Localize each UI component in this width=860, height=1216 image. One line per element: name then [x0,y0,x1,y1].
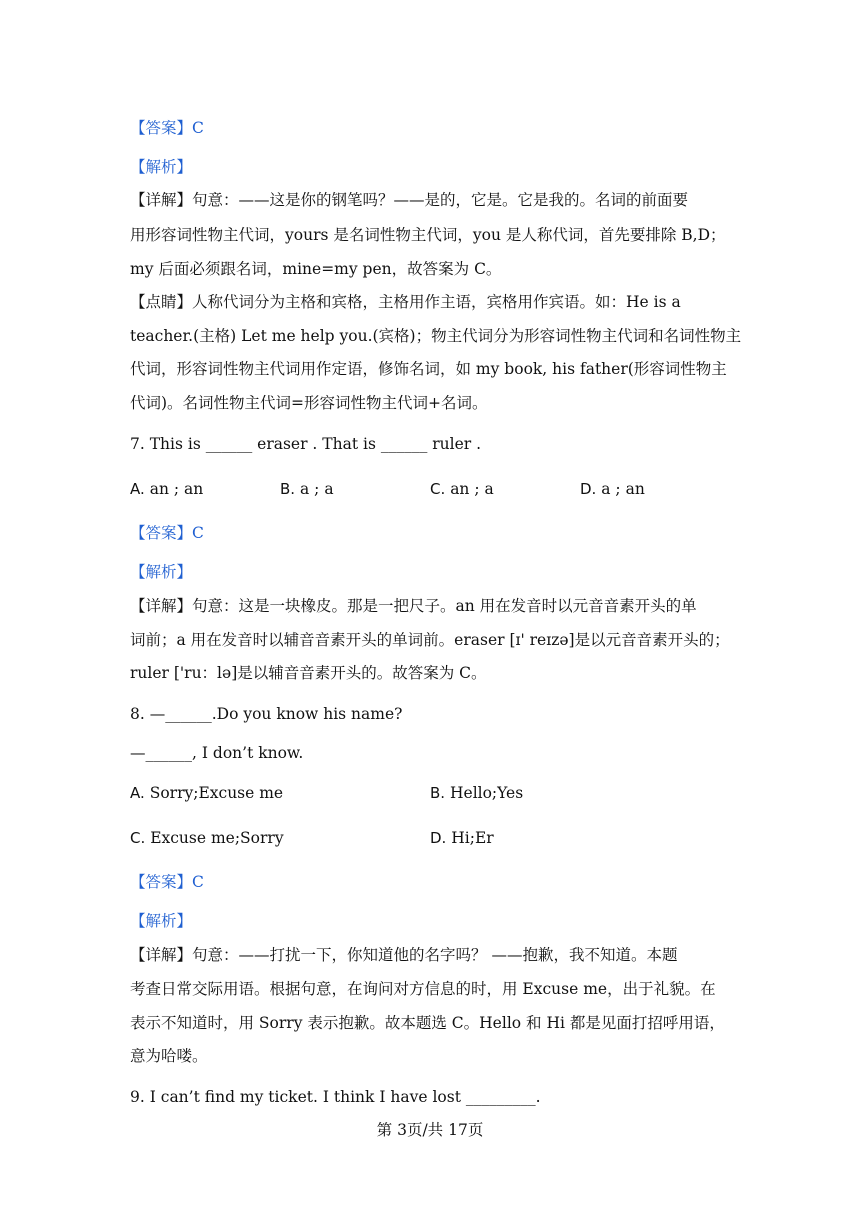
q6-tip-line: teacher.(主格) Let me help you.(宾格)；物主代词分为形容词性物主代词和名词性物主 [130,327,742,345]
q8-option-d: D. Hi;Er [430,829,494,847]
answer-label: 【答案】 [130,119,193,137]
q8-stem-line1: 8. —______.Do you know his name? [130,705,403,723]
q7-answer [130,523,730,543]
q8-detail-line: 【详解】句意：——打扰一下，你知道他的名字吗？ ——抱歉，我不知道。本题 [130,946,678,964]
q8-option-c: C. Excuse me;Sorry [130,829,284,847]
q8-detail-line: 意为哈喽。 [130,1047,208,1065]
q8-option-b: B. Hello;Yes [430,784,524,802]
answer-label: 【答案】 [130,873,193,891]
q6-analysis-label: 【解析】 [130,158,193,176]
q8-stem-line2: —______, I don’t know. [130,744,304,762]
answer-value: C [192,524,204,542]
tip-label: 【点睛】 [130,293,193,311]
q7-detail-line: 词前；a 用在发音时以辅音音素开头的单词前。eraser [ɪ' reɪzə]是以元音音素开头的； [130,631,730,649]
q6-detail-line: my 后面必须跟名词，mine=my pen，故答案为 C。 [130,260,502,278]
q8-option-a: A. Sorry;Excuse me [130,784,284,802]
q6-answer [130,118,730,138]
q6-detail-line: 【详解】句意：——这是你的钢笔吗？——是的，它是。它是我的。名词的前面要 [130,191,689,209]
q6-tip-line: 【点睛】人称代词分为主格和宾格，主格用作主语，宾格用作宾语。如：He is a [130,293,681,311]
q8-analysis-label: 【解析】 [130,912,193,930]
answer-label: 【答案】 [130,524,193,542]
q8-answer [130,872,730,892]
answer-value: C [192,119,204,137]
detail-label: 【详解】 [130,191,193,209]
q7-analysis-label: 【解析】 [130,563,193,581]
q6-tip-line: 代词)。名词性物主代词=形容词性物主代词+名词。 [130,394,488,412]
q6-tip-line: 代词，形容词性物主代词用作定语，修饰名词，如 my book, his father(形容词性物主 [130,360,727,378]
q7-detail-line: ruler ['ru：lə]是以辅音音素开头的。故答案为 C。 [130,664,487,682]
q8-detail-line: 表示不知道时，用 Sorry 表示抱歉。故本题选 C。Hello 和 Hi 都是见面打招呼用语， [130,1014,725,1032]
q7-stem: 7. This is ______ eraser . That is ______ ruler . [130,435,482,453]
q7-detail-line: 【详解】句意：这是一块橡皮。那是一把尺子。an 用在发音时以元音音素开头的单 [130,597,697,615]
page-number-footer: 第 3页/共 17页 [376,1121,484,1139]
answer-value: C [192,873,204,891]
detail-label: 【详解】 [130,597,193,615]
detail-label: 【详解】 [130,946,193,964]
q7-option-b: B. a ; a [280,480,334,498]
q9-stem: 9. I can’t find my ticket. I think I have lost _________. [130,1088,541,1106]
q7-option-a: A. an ; an [130,480,204,498]
q7-option-d: D. a ; an [580,480,645,498]
q8-detail-line: 考查日常交际用语。根据句意，在询问对方信息的时，用 Excuse me，出于礼貌。在 [130,980,716,998]
q7-option-c: C. an ; a [430,480,494,498]
q6-detail-line: 用形容词性物主代词，yours 是名词性物主代词，you 是人称代词，首先要排除 B,D； [130,226,726,244]
